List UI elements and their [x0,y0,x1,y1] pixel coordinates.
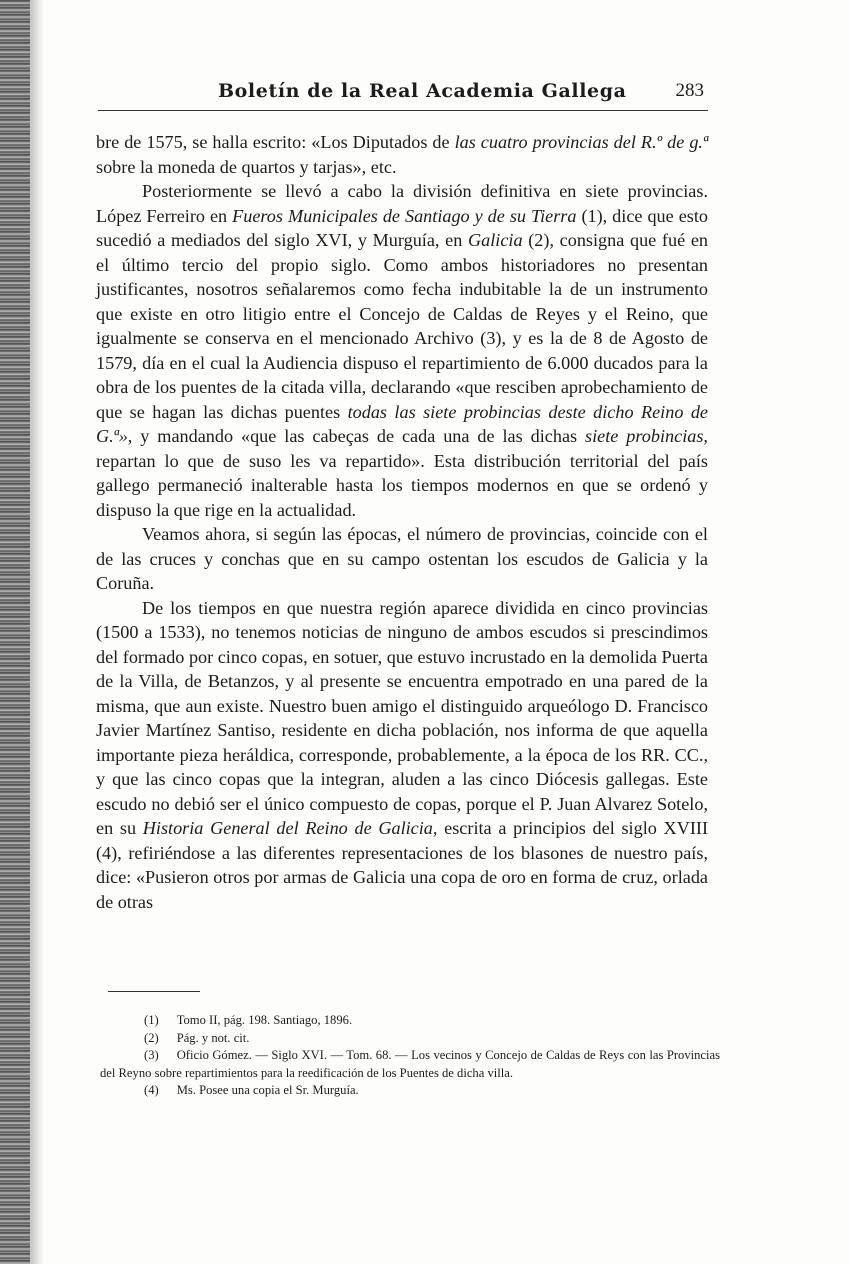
footnote-2: (2) Pág. y not. cit. [144,1030,250,1045]
binding-shadow [30,0,44,1264]
paragraph-2: Posteriormente se llevó a cabo la división definitiva en siete provincias. López Ferreiro en Fueros Municipales de Santiago y de su Tierra (1), dice que esto sucedió a mediados del siglo XVI, y Murguía, en Galicia (2), consigna que fué en el último tercio del propio siglo. Como ambos historiadores no presentan justificantes, nosotros señalaremos como fecha indubitable la de un instrumento que existe en otro litigio entre el Concejo de Caldas de Reyes y el Reino, que igualmente se conserva en el mencionado Archivo (3), y es la de 8 de Agosto de 1579, día en el cual la Audiencia dispuso el repartimiento de 6.000 ducados para la obra de los puentes de la citada villa, declarando «que resciben aprobechamiento de que se hagan las dichas puentes todas las siete probincias deste dicho Reino de G.ª», y mandando «que las cabeças de cada una de las dichas siete probincias, repartan lo que de suso les va repartido». Esta distribución territorial del país gallego permaneció inalterable hasta los tiempos modernos en que se ordenó y dispuso la que rige en la actualidad. [96,181,708,520]
page-header [98,78,708,112]
book-binding-edge [0,0,30,1264]
footnote-1: (1) Tomo II, pág. 198. Santiago, 1896. [144,1013,353,1027]
paragraph-1: bre de 1575, se halla escrito: «Los Diputados de las cuatro provincias del R.º de g.ª sobre la moneda de quartos y tarjas», etc. [96,132,708,177]
footnote-rule [108,991,200,992]
running-title: Boletín de la Real Academia Gallega [218,80,627,102]
paragraph-3: Veamos ahora, si según las épocas, el número de provincias, coincide con el de las cruces y conchas que en su campo ostentan los escudos de Galicia y la Coruña. [96,524,708,593]
paragraph-4: De los tiempos en que nuestra región aparece dividida en cinco provincias (1500 a 1533), no tenemos noticias de ninguno de ambos escudos si prescindimos del formado por cinco copas, en sotuer, que estuvo incrustado en la demolida Puerta de la Villa, de Betanzos, y al presente se encuentra empotrado en una pared de la misma, que aun existe. Nuestro buen amigo el distinguido arqueólogo D. Francisco Javier Martínez Santiso, residente en dicha población, nos informa de que aquella importante pieza heráldica, corresponde, probablemente, a la época de los RR. CC., y que las cinco copas que la integran, aluden a las cinco Diócesis gallegas. Este escudo no debió ser el único compuesto de copas, porque el P. Juan Alvarez Sotelo, en su Historia General del Reino de Galicia, escrita a principios del siglo XVIII (4), refiriéndose a las diferentes representaciones de los blasones de nuestro país, dice: «Pusieron otros por armas de Galicia una copa de oro en forma de cruz, orlada de otras [96,597,708,912]
footnote-4: (4) Ms. Posee una copia el Sr. Murguía. [144,1083,359,1097]
page-number: 283 [675,80,704,101]
footnotes [100,1012,720,1100]
body-text [96,130,708,914]
footnote-3: (3) Oficio Gómez. — Siglo XVI. — Tom. 68. — Los vecinos y Concejo de Caldas de Reys con las Provincias del Reyno sobre repartimientos para la reedificación de los Puentes de dicha villa. [100,1048,720,1080]
header-rule [98,110,708,111]
